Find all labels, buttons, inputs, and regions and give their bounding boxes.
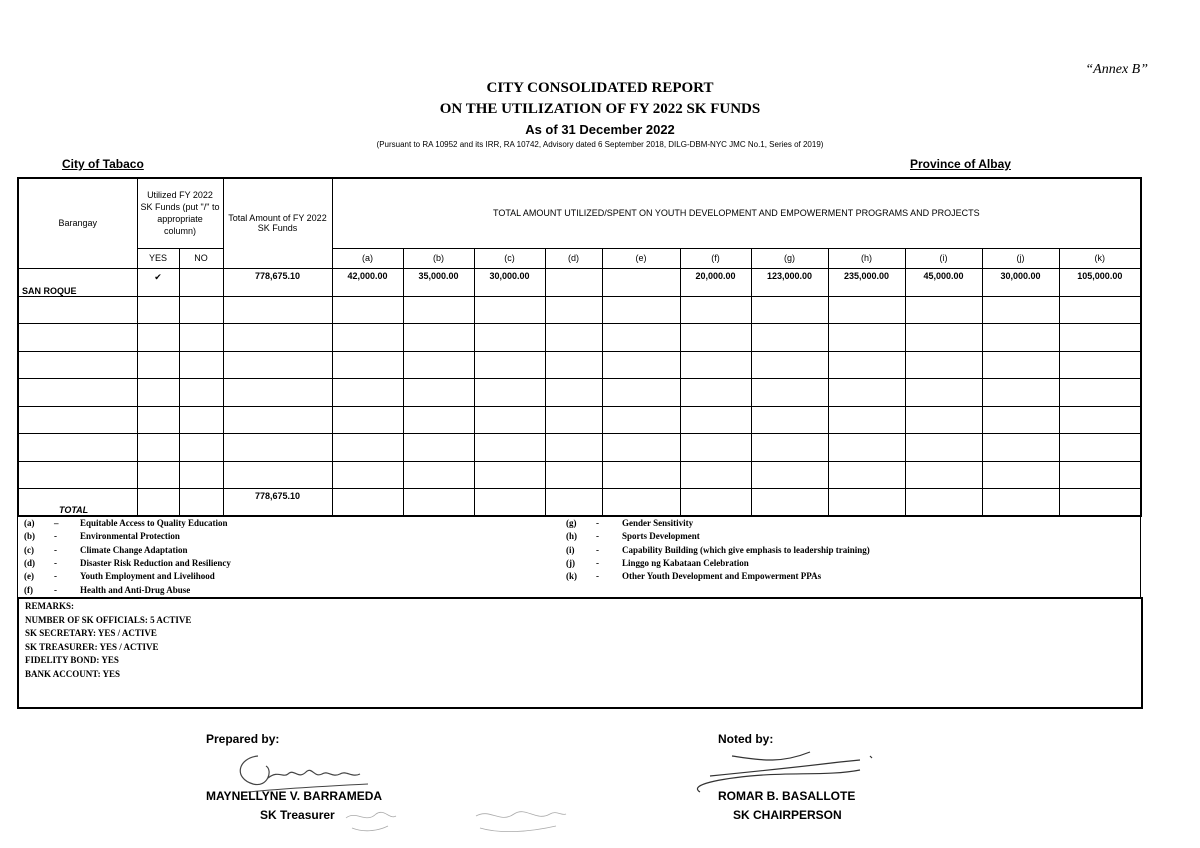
program-value-cell: 42,000.00: [332, 268, 403, 296]
empty-cell: [828, 379, 905, 407]
empty-cell: [751, 406, 828, 434]
legend-key: (f): [24, 584, 33, 595]
barangay-cell: SAN ROQUE: [18, 268, 137, 296]
remarks-line: SK SECRETARY: YES / ACTIVE: [25, 628, 157, 638]
empty-cell: [1059, 351, 1141, 379]
legend-key: (k): [566, 571, 577, 582]
remarks-line: NUMBER OF SK OFFICIALS: 5 ACTIVE: [25, 614, 192, 625]
empty-cell: [680, 434, 751, 462]
header-program-col: (i): [905, 248, 982, 268]
yes-check-cell: ✔: [137, 268, 179, 296]
annex-label: “Annex B”: [1085, 62, 1148, 77]
legend-dash: -: [54, 544, 57, 555]
noted-by-name: ROMAR B. BASALLOTE: [718, 789, 856, 803]
legend-key: (g): [566, 518, 577, 528]
program-value-cell: [602, 268, 680, 296]
empty-cell: [1059, 461, 1141, 489]
remarks-line: FIDELITY BOND: YES: [25, 655, 119, 665]
empty-cell: [179, 461, 223, 489]
empty-cell: [982, 489, 1059, 516]
empty-cell: [828, 296, 905, 324]
empty-cell: [982, 461, 1059, 489]
empty-cell: [332, 489, 403, 516]
empty-cell: [18, 406, 137, 434]
empty-cell: [828, 434, 905, 462]
empty-cell: [905, 324, 982, 352]
empty-cell: [905, 406, 982, 434]
empty-cell: [545, 406, 602, 434]
empty-cell: [474, 379, 545, 407]
empty-cell: [905, 351, 982, 379]
legend-key: (b): [24, 531, 35, 542]
empty-row: [18, 379, 1141, 407]
empty-cell: [680, 406, 751, 434]
empty-cell: [680, 461, 751, 489]
empty-cell: [602, 406, 680, 434]
header-program-col: (k): [1059, 248, 1141, 268]
empty-cell: [137, 351, 179, 379]
utilization-table: [17, 177, 1142, 517]
empty-row: [18, 296, 1141, 324]
empty-cell: [1059, 324, 1141, 352]
total-value: 778,675.10: [223, 489, 332, 516]
empty-cell: [137, 379, 179, 407]
header-barangay: Barangay: [18, 178, 137, 268]
province-name: Province of Albay: [910, 157, 1011, 171]
empty-cell: [403, 296, 474, 324]
legend-label: Gender Sensitivity: [622, 518, 694, 528]
empty-cell: [18, 434, 137, 462]
empty-cell: [545, 434, 602, 462]
legend-label: Sports Development: [622, 531, 700, 542]
empty-cell: [137, 296, 179, 324]
legend-dash: -: [54, 557, 57, 568]
remarks-line: BANK ACCOUNT: YES: [25, 668, 121, 679]
empty-cell: [223, 434, 332, 462]
empty-cell: [403, 461, 474, 489]
empty-cell: [602, 434, 680, 462]
empty-cell: [403, 406, 474, 434]
legend-dash: -: [596, 544, 599, 555]
prepared-by-role: SK Treasurer: [260, 808, 335, 822]
empty-cell: [602, 324, 680, 352]
empty-cell: [828, 324, 905, 352]
header-no: NO: [179, 248, 223, 268]
program-value-cell: [545, 268, 602, 296]
program-value-cell: 235,000.00: [828, 268, 905, 296]
program-value-cell: 123,000.00: [751, 268, 828, 296]
empty-cell: [545, 296, 602, 324]
empty-cell: [18, 461, 137, 489]
empty-cell: [403, 489, 474, 516]
empty-cell: [223, 351, 332, 379]
empty-cell: [828, 461, 905, 489]
empty-cell: [474, 351, 545, 379]
empty-cell: [474, 489, 545, 516]
empty-cell: [545, 489, 602, 516]
empty-cell: [474, 406, 545, 434]
legend-dash: –: [54, 518, 59, 528]
empty-cell: [137, 406, 179, 434]
legend-dash: -: [54, 584, 57, 595]
empty-cell: [828, 406, 905, 434]
legend-key: (i): [566, 544, 575, 555]
program-legend: [17, 517, 1141, 598]
header-program-col: (e): [602, 248, 680, 268]
legend-dash: -: [596, 518, 599, 528]
empty-cell: [403, 351, 474, 379]
empty-cell: [179, 324, 223, 352]
header-yes: YES: [137, 248, 179, 268]
remarks-heading: REMARKS:: [25, 601, 74, 611]
initials-stamp: [340, 806, 400, 836]
empty-cell: [828, 489, 905, 516]
empty-cell: [332, 296, 403, 324]
empty-cell: [680, 379, 751, 407]
empty-cell: [982, 406, 1059, 434]
program-value-cell: 30,000.00: [474, 268, 545, 296]
report-title: CITY CONSOLIDATED REPORT: [486, 80, 714, 96]
city-name: City of Tabaco: [62, 157, 144, 171]
legend-key: (h): [566, 531, 577, 542]
remarks-box: [17, 597, 1143, 709]
empty-cell: [179, 296, 223, 324]
program-value-cell: 20,000.00: [680, 268, 751, 296]
empty-cell: [751, 296, 828, 324]
empty-cell: [223, 296, 332, 324]
empty-cell: [905, 296, 982, 324]
pursuant-note: (Pursuant to RA 10952 and its IRR, RA 10742, Advisory dated 6 September 2018, DILG-DBM-NYC JMC No.1, Series of 2019): [376, 140, 824, 149]
header-program-col: (f): [680, 248, 751, 268]
empty-cell: [905, 379, 982, 407]
empty-cell: [1059, 379, 1141, 407]
legend-dash: -: [54, 571, 57, 582]
empty-cell: [179, 406, 223, 434]
empty-cell: [137, 461, 179, 489]
empty-cell: [680, 489, 751, 516]
no-check-cell: [179, 268, 223, 296]
legend-key: (c): [24, 544, 34, 555]
legend-label: Equitable Access to Quality Education: [80, 518, 228, 528]
legend-dash: -: [596, 531, 599, 542]
legend-label: Youth Employment and Livelihood: [80, 571, 215, 582]
empty-cell: [223, 379, 332, 407]
total-amount-cell: 778,675.10: [223, 268, 332, 296]
legend-label: Health and Anti-Drug Abuse: [80, 584, 191, 595]
faint-signature-stamp: [470, 806, 570, 836]
empty-row: [18, 351, 1141, 379]
empty-cell: [751, 379, 828, 407]
empty-cell: [223, 406, 332, 434]
report-subtitle: ON THE UTILIZATION OF FY 2022 SK FUNDS: [439, 101, 761, 117]
legend-key: (d): [24, 557, 35, 568]
prepared-by-label: Prepared by:: [206, 732, 280, 746]
empty-cell: [474, 324, 545, 352]
noted-by-role: SK CHAIRPERSON: [733, 808, 842, 822]
header-total-utilized: TOTAL AMOUNT UTILIZED/SPENT ON YOUTH DEVELOPMENT AND EMPOWERMENT PROGRAMS AND PROJECTS: [332, 178, 1141, 248]
legend-label: Environmental Protection: [80, 531, 180, 542]
legend-label: Disaster Risk Reduction and Resiliency: [80, 557, 231, 568]
program-value-cell: 35,000.00: [403, 268, 474, 296]
empty-cell: [602, 489, 680, 516]
empty-cell: [751, 489, 828, 516]
program-value-cell: 105,000.00: [1059, 268, 1141, 296]
empty-cell: [545, 324, 602, 352]
empty-cell: [403, 434, 474, 462]
empty-cell: [474, 434, 545, 462]
empty-cell: [982, 296, 1059, 324]
program-value-cell: 30,000.00: [982, 268, 1059, 296]
empty-cell: [680, 351, 751, 379]
empty-cell: [982, 324, 1059, 352]
header-program-col: (d): [545, 248, 602, 268]
legend-dash: -: [596, 557, 599, 568]
prepared-by-name: MAYNELLYNE V. BARRAMEDA: [206, 789, 383, 803]
empty-cell: [474, 461, 545, 489]
empty-cell: [905, 434, 982, 462]
remarks-line: SK TREASURER: YES / ACTIVE: [25, 641, 159, 652]
empty-cell: [332, 406, 403, 434]
empty-cell: [18, 379, 137, 407]
empty-cell: [179, 351, 223, 379]
empty-cell: [751, 351, 828, 379]
empty-cell: [179, 489, 223, 516]
empty-cell: [680, 324, 751, 352]
legend-label: Other Youth Development and Empowerment PPAs: [622, 571, 822, 582]
header-program-col: (a): [332, 248, 403, 268]
empty-cell: [179, 434, 223, 462]
header-program-col: (h): [828, 248, 905, 268]
total-label: TOTAL: [18, 489, 137, 516]
empty-cell: [332, 379, 403, 407]
empty-cell: [332, 351, 403, 379]
legend-label: Linggo ng Kabataan Celebration: [622, 557, 749, 568]
empty-cell: [223, 461, 332, 489]
empty-cell: [602, 461, 680, 489]
empty-row: [18, 434, 1141, 462]
program-value-cell: 45,000.00: [905, 268, 982, 296]
header-program-col: (b): [403, 248, 474, 268]
legend-dash: -: [596, 571, 599, 582]
empty-cell: [179, 379, 223, 407]
empty-cell: [403, 379, 474, 407]
empty-cell: [137, 434, 179, 462]
empty-cell: [751, 461, 828, 489]
empty-cell: [332, 324, 403, 352]
total-row: [18, 489, 1141, 516]
legend-label: Climate Change Adaptation: [80, 544, 188, 555]
empty-cell: [474, 296, 545, 324]
empty-cell: [1059, 406, 1141, 434]
header-program-col: (j): [982, 248, 1059, 268]
empty-cell: [751, 434, 828, 462]
empty-cell: [332, 461, 403, 489]
empty-cell: [905, 489, 982, 516]
empty-cell: [1059, 296, 1141, 324]
empty-cell: [137, 489, 179, 516]
empty-cell: [602, 296, 680, 324]
empty-cell: [680, 296, 751, 324]
empty-cell: [545, 379, 602, 407]
as-of-date: As of 31 December 2022: [525, 122, 675, 137]
empty-row: [18, 406, 1141, 434]
noted-by-label: Noted by:: [718, 732, 774, 746]
empty-cell: [18, 324, 137, 352]
header-program-col: (c): [474, 248, 545, 268]
legend-label: Capability Building (which give emphasis to leadership training): [622, 544, 870, 555]
empty-cell: [1059, 434, 1141, 462]
empty-cell: [982, 434, 1059, 462]
legend-key: (e): [24, 571, 34, 582]
empty-cell: [905, 461, 982, 489]
header-total-amount: Total Amount of FY 2022 SK Funds: [223, 178, 332, 268]
legend-key: (a): [24, 518, 35, 528]
empty-cell: [223, 324, 332, 352]
empty-cell: [602, 379, 680, 407]
table-row: [18, 268, 1141, 296]
empty-cell: [545, 461, 602, 489]
empty-cell: [1059, 489, 1141, 516]
legend-dash: -: [54, 531, 57, 542]
empty-cell: [403, 324, 474, 352]
header-utilized: Utilized FY 2022 SK Funds (put "/" to appropriate column): [137, 178, 223, 248]
legend-key: (j): [566, 557, 575, 568]
empty-row: [18, 324, 1141, 352]
empty-cell: [982, 351, 1059, 379]
empty-row: [18, 461, 1141, 489]
empty-cell: [602, 351, 680, 379]
header-program-col: (g): [751, 248, 828, 268]
empty-cell: [137, 324, 179, 352]
empty-cell: [751, 324, 828, 352]
empty-cell: [18, 296, 137, 324]
empty-cell: [982, 379, 1059, 407]
empty-cell: [828, 351, 905, 379]
empty-cell: [18, 351, 137, 379]
empty-cell: [332, 434, 403, 462]
empty-cell: [545, 351, 602, 379]
